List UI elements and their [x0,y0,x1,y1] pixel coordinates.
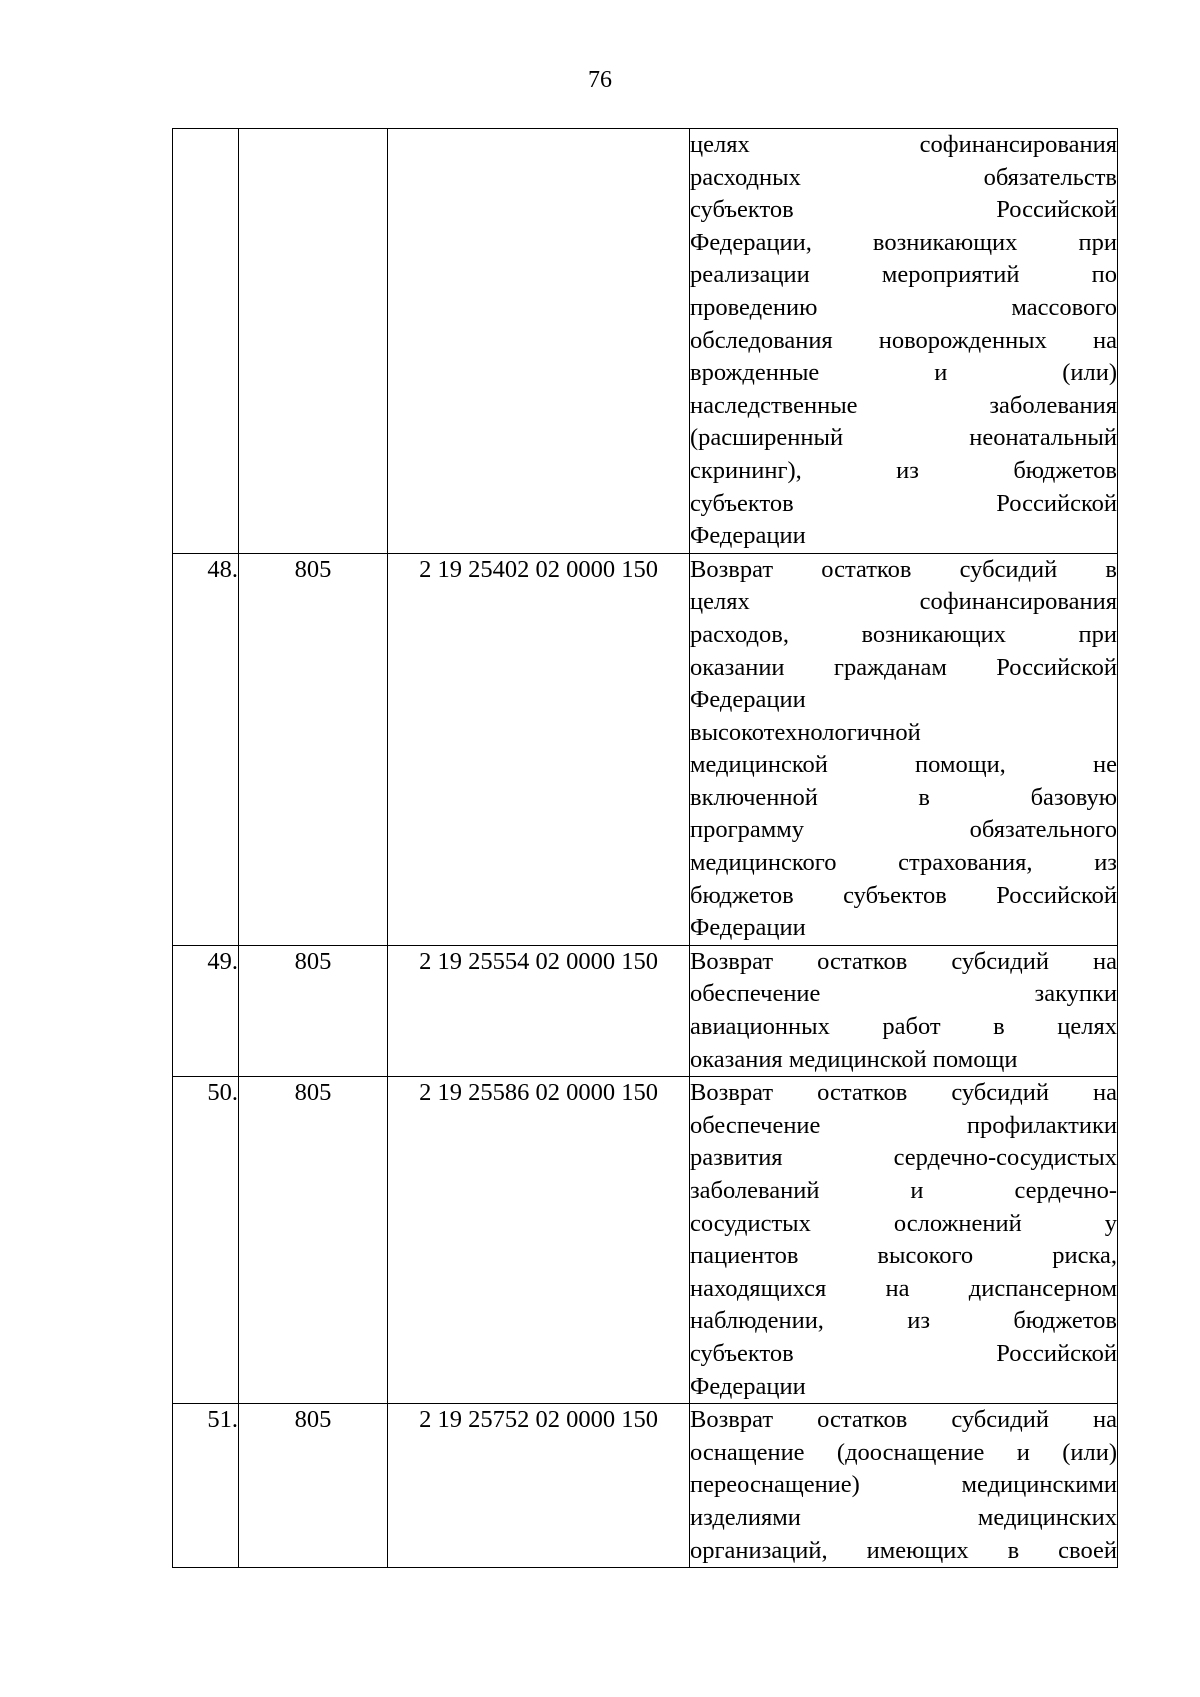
description-line: Возврат остатков субсидий на [690,947,1117,975]
description-line: высокотехнологичной [690,718,921,746]
budget-classification-code-cell: 2 19 25402 02 0000 150 [388,553,690,945]
table-row [173,1404,1118,1568]
description-line: Возврат остатков субсидий на [690,1079,1117,1107]
description-line: сосудистых осложнений у [690,1209,1117,1237]
description-line: программу обязательного [690,816,1117,844]
budget-classification-code-cell: 2 19 25586 02 0000 150 [388,1077,690,1404]
description-line: Федерации, возникающих при [690,228,1117,256]
page-number: 76 [588,67,612,93]
description-line: обеспечение профилактики [690,1111,1117,1139]
description-line: реализации мероприятий по [690,261,1117,289]
description-line: включенной в базовую [690,783,1117,811]
description-cell [690,1077,1118,1404]
description-line: пациентов высокого риска, [690,1242,1117,1270]
description-line: субъектов Российской [690,1339,1117,1367]
description-line: авиационных работ в целях [690,1013,1117,1041]
description-cell [690,129,1118,554]
row-number-cell: 48. [173,553,239,945]
description-line: медицинской помощи, не [690,751,1117,779]
table-row [173,1077,1118,1404]
description-line: скрининг), из бюджетов [690,456,1117,484]
row-number-cell: 51. [173,1404,239,1568]
description-line: оснащение (дооснащение и (или) [690,1438,1117,1466]
budget-classification-code-cell [388,129,690,554]
description-line: проведению массового [690,293,1117,321]
table-row [173,945,1118,1076]
description-line: Возврат остатков субсидий в [690,555,1117,583]
administrator-code-cell: 805 [239,553,388,945]
description-line: обеспечение закупки [690,980,1117,1008]
description-line: оказании гражданам Российской [690,653,1117,681]
description-line: изделиями медицинских [690,1503,1117,1531]
description-line: развития сердечно-сосудистых [690,1144,1117,1172]
administrator-code-cell: 805 [239,1404,388,1568]
description-line: заболеваний и сердечно- [690,1177,1117,1204]
description-line: целях софинансирования [690,588,1117,616]
budget-codes-table [172,128,1118,1568]
row-number-cell: 50. [173,1077,239,1404]
description-line: субъектов Российской [690,489,1117,517]
description-line: организаций, имеющих в своей [690,1536,1117,1564]
description-line: наблюдении, из бюджетов [690,1307,1117,1335]
budget-classification-code-cell: 2 19 25554 02 0000 150 [388,945,690,1076]
table-row [173,553,1118,945]
table-row [173,129,1118,554]
row-number-cell: 49. [173,945,239,1076]
description-line: наследственные заболевания [690,391,1117,419]
description-line: Федерации [690,1372,806,1400]
administrator-code-cell [239,129,388,554]
description-line: расходных обязательств [690,163,1117,191]
description-line: врожденные и (или) [690,359,1117,387]
description-line: расходов, возникающих при [690,620,1117,648]
administrator-code-cell: 805 [239,1077,388,1404]
description-line: оказания медицинской помощи [690,1045,1018,1073]
description-line: обследования новорожденных на [690,326,1117,354]
description-cell [690,553,1118,945]
description-line: переоснащение) медицинскими [690,1471,1117,1499]
description-line: Возврат остатков субсидий на [690,1406,1117,1434]
description-line: субъектов Российской [690,196,1117,224]
description-line: находящихся на диспансерном [690,1274,1117,1302]
description-line: Федерации [690,914,806,942]
description-line: Федерации [690,522,806,550]
row-number-cell [173,129,239,554]
budget-classification-code-cell: 2 19 25752 02 0000 150 [388,1404,690,1568]
description-line: медицинского страхования, из [690,849,1117,877]
description-line: Федерации [690,686,806,714]
description-cell [690,1404,1118,1568]
description-line: целях софинансирования [690,131,1117,158]
description-line: (расширенный неонатальный [690,424,1117,452]
administrator-code-cell: 805 [239,945,388,1076]
description-line: бюджетов субъектов Российской [690,881,1117,909]
description-cell [690,945,1118,1076]
